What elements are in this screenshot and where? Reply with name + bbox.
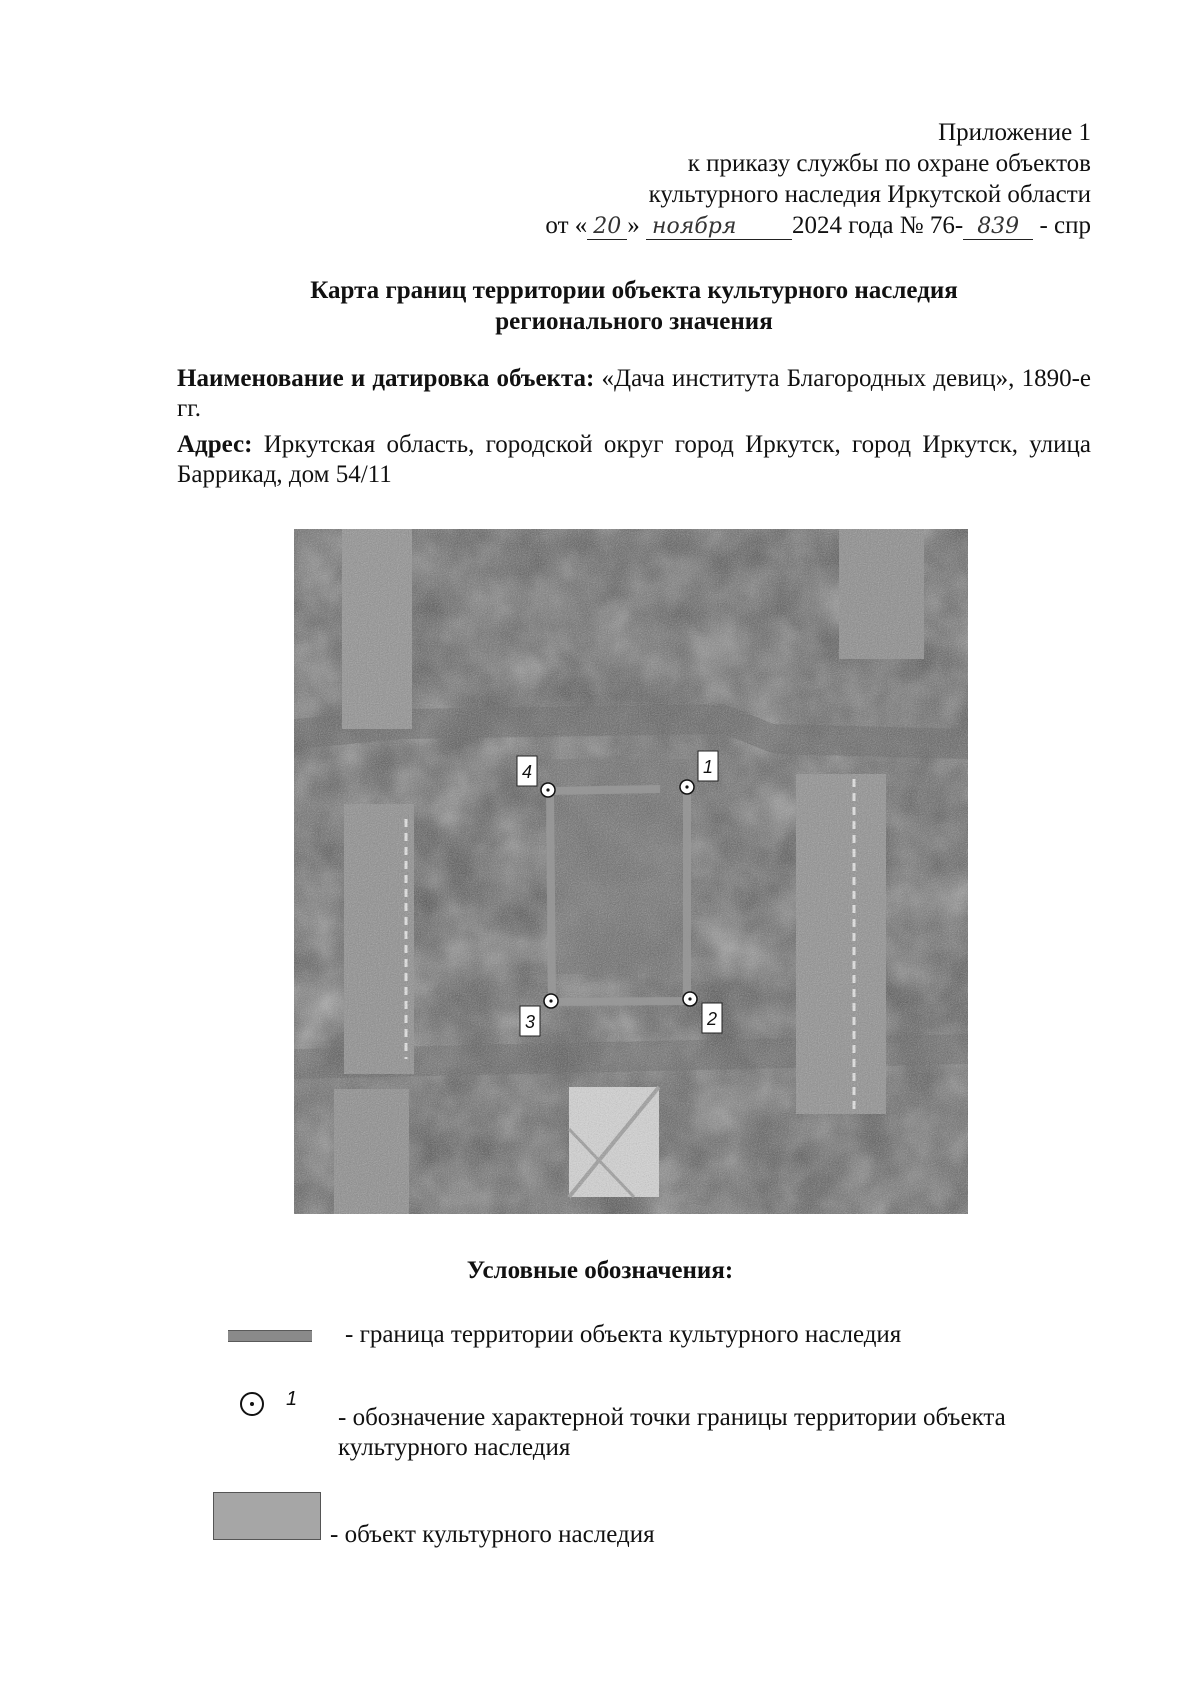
- agency-line: культурного наследия Иркутской области: [648, 181, 1091, 208]
- handwritten-month: ноября: [646, 215, 792, 240]
- date-mid: »: [627, 212, 640, 239]
- point-label-2: 2: [706, 1009, 718, 1029]
- order-reference-line: к приказу службы по охране объектов: [687, 150, 1091, 177]
- object-name: [177, 364, 1091, 424]
- legend-object-text: - объект культурного наследия: [330, 1521, 655, 1548]
- appendix-title: Приложение 1: [938, 119, 1091, 146]
- map-title-line2: регионального значения: [495, 308, 773, 335]
- aerial-map-image: [294, 529, 968, 1214]
- order-suffix: - спр: [1039, 212, 1091, 239]
- handwritten-day: 20: [587, 215, 627, 240]
- legend-point-number: 1: [286, 1388, 298, 1410]
- handwritten-order-number: 839: [963, 215, 1033, 240]
- aerial-map: [294, 529, 968, 1214]
- legend-object-swatch: [213, 1492, 321, 1540]
- object-address-label: Адрес:: [177, 431, 253, 458]
- object-name-label: Наименование и датировка объекта:: [177, 365, 595, 392]
- object-name-value: «Дача института Благородных девиц», 1890-е гг.: [177, 365, 1091, 422]
- point-label-1: 1: [702, 757, 714, 777]
- order-date-line: [545, 210, 1091, 241]
- object-address: [177, 430, 1091, 490]
- photo-grain: [294, 529, 968, 1214]
- legend-point-symbol: [240, 1392, 264, 1416]
- map-title: [177, 275, 1091, 337]
- object-address-value: Иркутская область, городской округ город Иркутск, город Иркутск, улица Баррикад, дом 54/11: [177, 431, 1092, 488]
- map-title-line1: Карта границ территории объекта культурного наследия: [310, 277, 958, 304]
- date-year: 2024 года № 76-: [792, 212, 964, 239]
- legend-title: Условные обозначения:: [466, 1257, 734, 1284]
- object-info: [177, 364, 1091, 496]
- legend-boundary-swatch: [228, 1330, 312, 1342]
- point-label-3: 3: [524, 1012, 536, 1032]
- date-prefix: от «: [545, 212, 588, 239]
- point-label-4: 4: [521, 762, 533, 782]
- legend-boundary-text: - граница территории объекта культурного наследия: [345, 1321, 902, 1348]
- document-header: [545, 117, 1091, 241]
- legend-point-text: - обозначение характерной точки границы территории объекта культурного наследия: [338, 1404, 1006, 1461]
